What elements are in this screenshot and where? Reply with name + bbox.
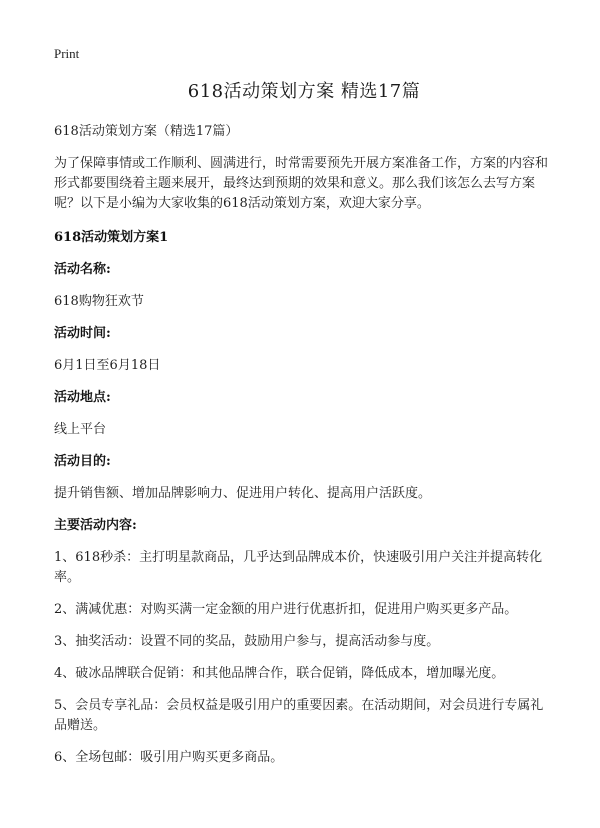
document-subtitle: 618活动策划方案（精选17篇） [54,124,239,139]
activity-place-label: 活动地点: [54,390,111,405]
activity-goal-label: 活动目的: [54,454,111,469]
document-body [54,80,554,780]
activity-name-value: 618购物狂欢节 [54,294,144,309]
list-item: 6、全场包邮：吸引用户购买更多商品。 [54,750,284,765]
list-item: 2、满减优惠：对购买满一定金额的用户进行优惠折扣，促进用户购买更多产品。 [54,602,518,617]
activity-name-label: 活动名称: [54,262,111,277]
intro-paragraph: 为了保障事情或工作顺利、圆满进行，时常需要预先开展方案准备工作，方案的内容和形式都要围绕着主题来展开，最终达到预期的效果和意义。那么我们该怎么去写方案呢？以下是小编为大家收集的618活动策划方案，欢迎大家分享。 [54,156,549,211]
section-heading: 618活动策划方案1 [54,230,169,245]
activity-place-value: 线上平台 [54,422,107,437]
list-item: 5、会员专享礼品：会员权益是吸引用户的重要因素。在活动期间，对会员进行专属礼品赠送。 [54,698,544,733]
print-link[interactable]: Print [54,46,80,61]
list-item: 4、破冰品牌联合促销：和其他品牌合作，联合促销，降低成本，增加曝光度。 [54,666,505,681]
document-title: 618活动策划方案 精选17篇 [187,81,421,102]
activity-time-label: 活动时间: [54,326,111,341]
list-item: 3、抽奖活动：设置不同的奖品，鼓励用户参与，提高活动参与度。 [54,634,440,649]
list-item: 1、618秒杀：主打明星款商品，几乎达到品牌成本价，快速吸引用户关注并提高转化率。 [54,550,543,585]
activity-goal-value: 提升销售额、增加品牌影响力、促进用户转化、提高用户活跃度。 [54,486,432,501]
activity-content-label: 主要活动内容: [54,518,137,533]
activity-time-value: 6月1日至6月18日 [54,358,161,373]
